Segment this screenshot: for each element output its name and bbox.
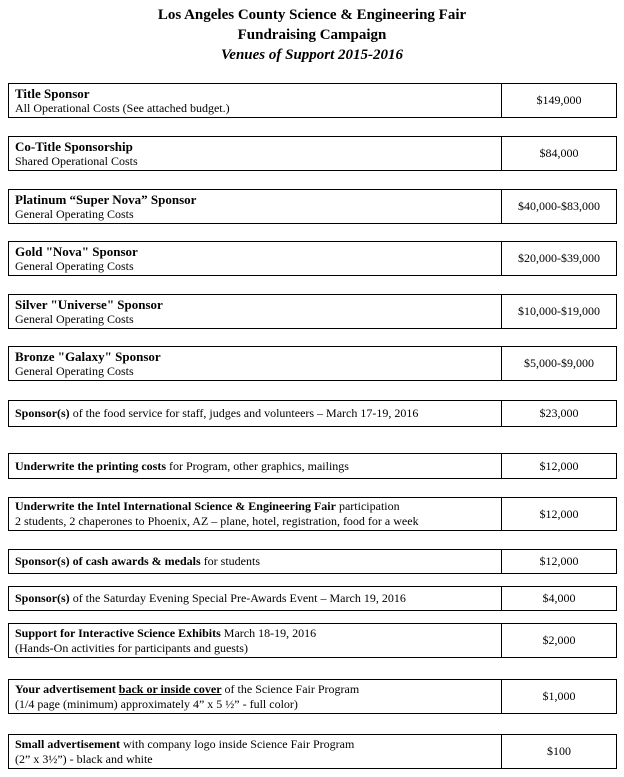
row-amount: $12,000 xyxy=(539,458,579,473)
sponsor-row-silver xyxy=(8,294,617,329)
row-description xyxy=(9,137,502,170)
sponsor-row-platinum xyxy=(8,189,617,224)
row-amount: $40,000-$83,000 xyxy=(518,199,600,213)
row-title: Silver "Universe" Sponsor xyxy=(15,296,163,312)
row-title: Gold "Nova" Sponsor xyxy=(15,243,138,259)
row-text: Sponsor(s) of cash awards & medals for students xyxy=(15,554,261,568)
row-amount: $20,000-$39,000 xyxy=(518,251,600,265)
row-description xyxy=(9,624,502,657)
sponsor-row-food-service xyxy=(8,400,617,427)
row-detail: General Operating Costs xyxy=(15,311,134,326)
row-amount: $2,000 xyxy=(542,633,576,647)
row-text: Sponsor(s) of the food service for staff, judges and volunteers – March 17-19, 2016 xyxy=(15,406,419,420)
header-line-3: Venues of Support 2015-2016 xyxy=(220,47,404,63)
row-description xyxy=(9,680,502,713)
row-amount: $149,000 xyxy=(536,93,582,107)
header-line-1: Los Angeles County Science & Engineering Fair xyxy=(157,7,467,23)
row-detail: (2” x 3½”) - black and white xyxy=(15,751,153,766)
row-detail: All Operational Costs (See attached budget.) xyxy=(15,100,230,115)
sponsor-row-small-ad xyxy=(8,734,617,769)
row-detail: General Operating Costs xyxy=(15,363,134,378)
header-line-2: Fundraising Campaign xyxy=(237,27,387,43)
row-amount: $12,000 xyxy=(539,554,579,568)
row-description xyxy=(9,454,502,478)
sponsor-row-gold xyxy=(8,241,617,276)
row-description xyxy=(9,550,502,573)
row-description xyxy=(9,242,502,275)
row-description xyxy=(9,498,502,530)
row-detail: (1/4 page (minimum) approximately 4” x 5 ½” - full color) xyxy=(15,696,298,711)
row-description xyxy=(9,347,502,380)
row-amount: $1,000 xyxy=(542,689,576,703)
row-description xyxy=(9,190,502,223)
sponsor-row-printing xyxy=(8,453,617,479)
row-text: Underwrite the printing costs for Program, other graphics, mailings xyxy=(15,458,349,473)
row-title: Bronze "Galaxy" Sponsor xyxy=(15,348,161,364)
row-detail: General Operating Costs xyxy=(15,258,134,273)
row-description xyxy=(9,735,502,768)
sponsor-row-cover-ad xyxy=(8,679,617,714)
row-amount: $12,000 xyxy=(539,506,579,521)
row-amount: $100 xyxy=(547,744,571,758)
row-detail: General Operating Costs xyxy=(15,206,134,221)
sponsor-row-pre-awards xyxy=(8,586,617,611)
row-description xyxy=(9,401,502,426)
row-amount: $23,000 xyxy=(539,406,579,420)
row-title: Co-Title Sponsorship xyxy=(15,138,133,154)
row-detail: 2 students, 2 chaperones to Phoenix, AZ – plane, hotel, registration, food for a week xyxy=(15,514,419,528)
row-text: Small advertisement with company logo inside Science Fair Program xyxy=(15,736,355,751)
sponsor-row-cash-awards xyxy=(8,549,617,574)
row-description xyxy=(9,84,502,117)
row-text: Underwrite the Intel International Science & Engineering Fair participation xyxy=(15,499,400,513)
sponsor-row-co-title xyxy=(8,136,617,171)
sponsor-row-bronze xyxy=(8,346,617,381)
row-detail: Shared Operational Costs xyxy=(15,153,138,168)
row-amount: $4,000 xyxy=(542,591,576,605)
row-title: Title Sponsor xyxy=(15,85,90,101)
row-detail: (Hands-On activities for participants and guests) xyxy=(15,640,248,655)
row-description xyxy=(9,587,502,610)
row-title: Platinum “Super Nova” Sponsor xyxy=(15,191,197,207)
sponsor-row-interactive-exhibits xyxy=(8,623,617,658)
row-amount: $84,000 xyxy=(539,146,579,160)
row-amount: $10,000-$19,000 xyxy=(518,304,600,318)
row-text: Your advertisement back or inside cover of the Science Fair Program xyxy=(15,681,360,696)
row-description xyxy=(9,295,502,328)
row-amount: $5,000-$9,000 xyxy=(524,356,594,370)
row-text: Sponsor(s) of the Saturday Evening Special Pre-Awards Event – March 19, 2016 xyxy=(15,591,406,605)
sponsor-row-intel-isef xyxy=(8,497,617,531)
row-text: Support for Interactive Science Exhibits March 18-19, 2016 xyxy=(15,625,317,640)
sponsor-row-title xyxy=(8,83,617,118)
